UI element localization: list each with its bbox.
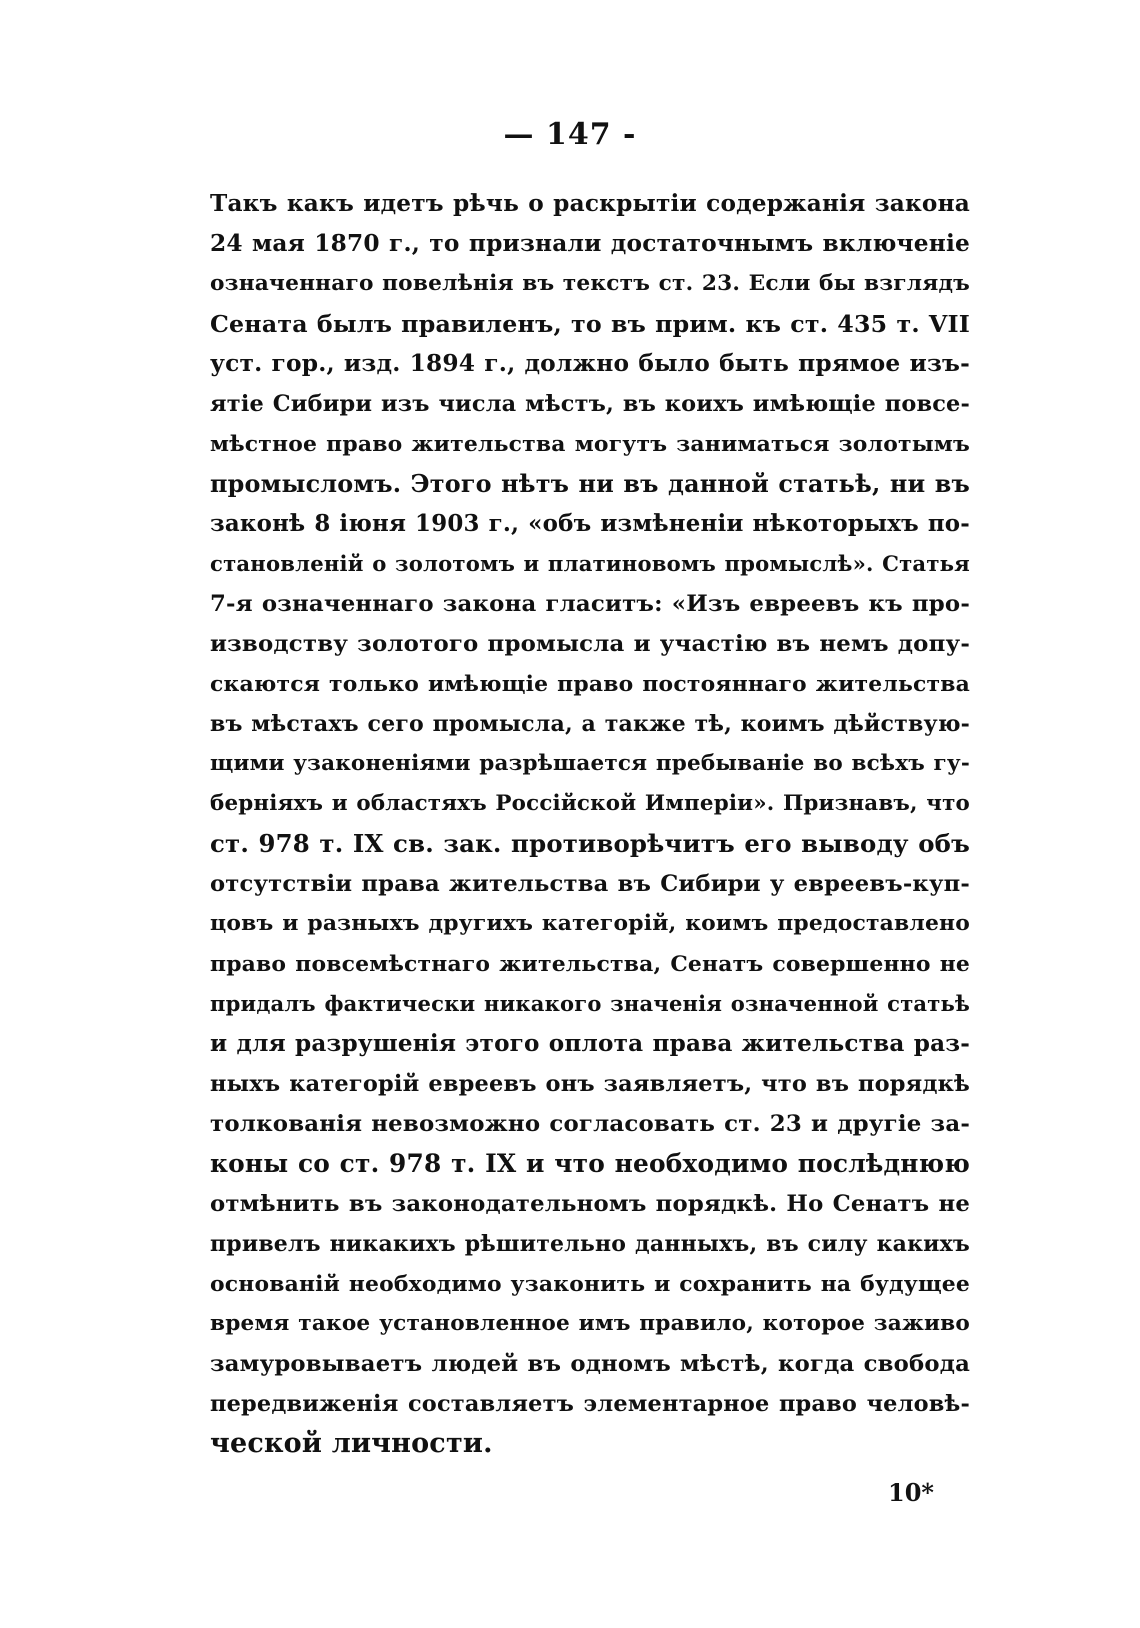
text-line: скаются только имѣющіе право постояннаго жительства <box>210 671 970 697</box>
text-line: право повсемѣстнаго жительства, Сенатъ совершенно не <box>210 951 970 977</box>
page-number: — 147 - <box>503 117 637 152</box>
text-line: ст. 978 т. IX св. зак. противорѣчитъ его выводу объ <box>210 829 970 858</box>
text-line: замуровываетъ людей въ одномъ мѣстѣ, когда свобода <box>210 1351 970 1377</box>
text-line: 7-я означеннаго закона гласитъ: «Изъ евреевъ къ про- <box>210 591 970 617</box>
text-line: Сената былъ правиленъ, то въ прим. къ ст. 435 т. VII <box>210 310 970 338</box>
text-line: отмѣнить въ законодательномъ порядкѣ. Но Сенатъ не <box>210 1191 970 1217</box>
text-line: толкованія невозможно согласовать ст. 23 и другіе за- <box>210 1111 970 1137</box>
body-text <box>210 184 970 1464</box>
text-line: изводству золотого промысла и участію въ немъ допу- <box>210 631 970 657</box>
text-line: привелъ никакихъ рѣшительно данныхъ, въ силу какихъ <box>210 1231 970 1257</box>
text-line: передвиженія составляетъ элементарное право человѣ- <box>210 1391 970 1417</box>
text-line: промысломъ. Этого нѣтъ ни въ данной статьѣ, ни въ <box>210 470 970 498</box>
text-line: берніяхъ и областяхъ Россійской Имперіи». Признавъ, что <box>210 791 970 816</box>
text-line: ческой личности. <box>210 1428 493 1459</box>
text-line: ныхъ категорій евреевъ онъ заявляетъ, что въ порядкѣ <box>210 1071 970 1097</box>
text-line: придалъ фактически никакого значенія означенной статьѣ <box>210 991 970 1016</box>
text-line: основаній необходимо узаконить и сохранить на будущее <box>210 1271 970 1297</box>
text-line: становленій о золотомъ и платиновомъ промыслѣ». Статья <box>210 551 970 576</box>
text-line: ятіе Сибири изъ числа мѣстъ, въ коихъ имѣющіе повсе- <box>210 391 970 417</box>
text-line: уст. гор., изд. 1894 г., должно было быть прямое изъ- <box>210 350 970 377</box>
text-line: мѣстное право жительства могутъ заниматься золотымъ <box>210 431 970 457</box>
text-line: коны со ст. 978 т. IX и что необходимо послѣднюю <box>210 1149 970 1178</box>
text-line: время такое установленное имъ правило, которое заживо <box>210 1311 970 1336</box>
text-line: щими узаконеніями разрѣшается пребываніе во всѣхъ гу- <box>210 751 970 776</box>
text-line: въ мѣстахъ сего промысла, а также тѣ, коимъ дѣйствую- <box>210 711 970 737</box>
text-line: Такъ какъ идетъ рѣчь о раскрытіи содержанія закона <box>210 190 970 217</box>
text-line: отсутствіи права жительства въ Сибири у евреевъ-куп- <box>210 871 970 897</box>
text-line: означеннаго повелѣнія въ текстъ ст. 23. Если бы взглядъ <box>210 271 970 296</box>
text-line: законѣ 8 іюня 1903 г., «объ измѣненіи нѣкоторыхъ по- <box>210 510 970 537</box>
text-line: 24 мая 1870 г., то признали достаточнымъ включеніе <box>210 230 970 257</box>
text-line: и для разрушенія этого оплота права жительства раз- <box>210 1030 970 1057</box>
signature-mark: 10* <box>888 1478 934 1507</box>
text-line: цовъ и разныхъ другихъ категорій, коимъ предоставлено <box>210 911 970 936</box>
